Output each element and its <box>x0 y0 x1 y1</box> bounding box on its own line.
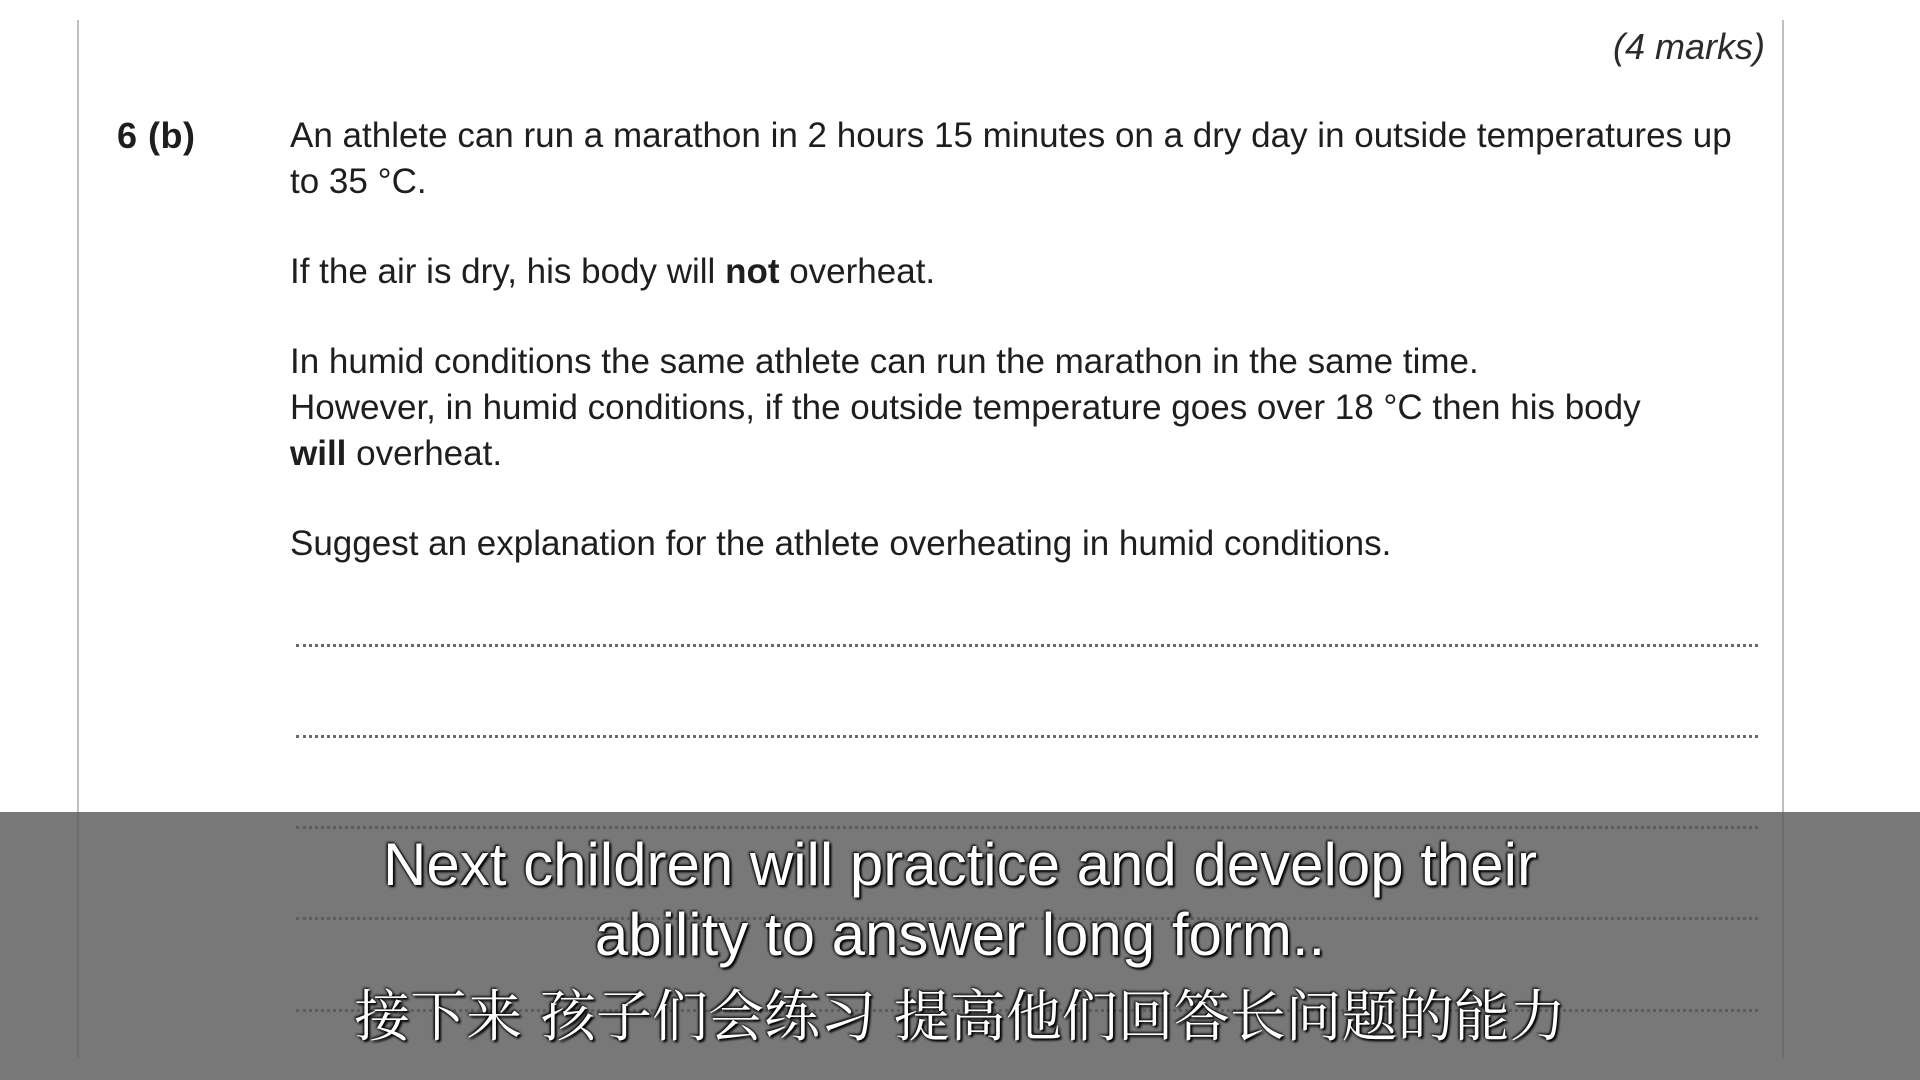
subtitle-english-line-1: Next children will practice and develop their <box>383 831 1537 898</box>
subtitle-english <box>0 830 1920 970</box>
question-paragraph-2 <box>290 249 1770 295</box>
paragraph-2-text: If the air is dry, his body will <box>290 252 726 291</box>
question-paragraph-1: An athlete can run a marathon in 2 hours 15 minutes on a dry day in outside temperatures up to 35 °C. <box>290 116 1732 201</box>
paragraph-3-line-1: In humid conditions the same athlete can run the marathon in the same time. <box>290 342 1479 381</box>
answer-line[interactable] <box>296 644 1758 647</box>
marks-label: (4 marks) <box>1613 26 1765 67</box>
subtitle-chinese: 接下来 孩子们会练习 提高他们回答长问题的能力 <box>354 985 1566 1050</box>
paragraph-3-bold: will <box>290 434 347 473</box>
question-paragraph-3 <box>290 339 1770 477</box>
question-body <box>290 113 1770 611</box>
paragraph-2-bold: not <box>725 252 780 291</box>
paragraph-2-text-end: overheat. <box>779 252 936 291</box>
paragraph-3-text-end: overheat. <box>346 434 503 473</box>
answer-line[interactable] <box>296 735 1758 738</box>
paragraph-3-line-2: However, in humid conditions, if the outside temperature goes over 18 °C then his body <box>290 388 1641 427</box>
subtitle-english-line-2: ability to answer long form.. <box>594 901 1326 968</box>
question-paragraph-4: Suggest an explanation for the athlete overheating in humid conditions. <box>290 524 1392 563</box>
question-number: 6 (b) <box>117 115 196 156</box>
